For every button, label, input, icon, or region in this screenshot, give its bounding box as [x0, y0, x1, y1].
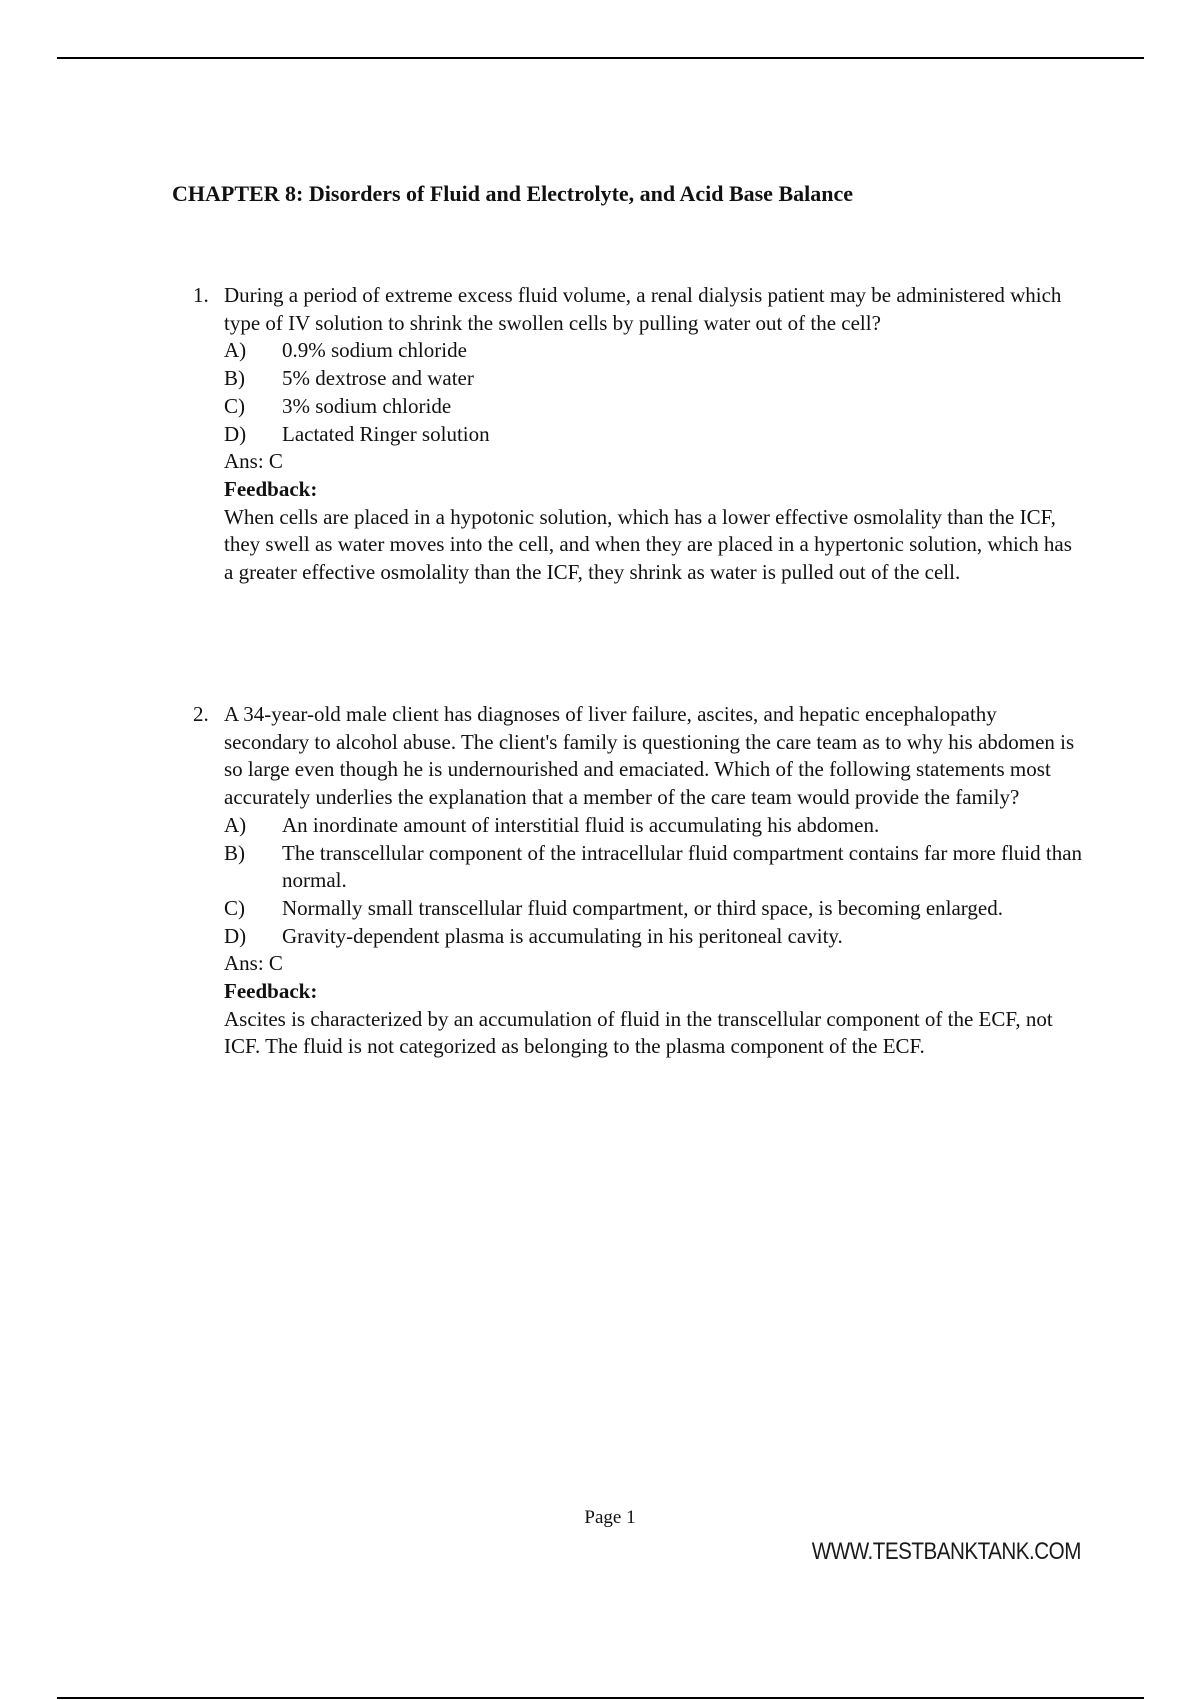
- option-c: [224, 393, 1083, 421]
- option-text: Lactated Ringer solution: [282, 421, 490, 446]
- feedback-text: Ascites is characterized by an accumulation of fluid in the transcellular component of the ECF, not ICF. The fluid is not categorized as belonging to the plasma component of the ECF.: [224, 1006, 1053, 1059]
- option-text: An inordinate amount of interstitial fluid is accumulating his abdomen.: [282, 812, 880, 837]
- option-letter: D): [224, 421, 247, 446]
- option-d: [224, 421, 1083, 449]
- question-2: [193, 701, 1083, 1061]
- option-b: [224, 840, 1083, 895]
- answer-options: [224, 337, 1083, 448]
- option-letter: C): [224, 393, 245, 418]
- feedback-label: Feedback:: [224, 979, 318, 1004]
- option-a: [224, 812, 1083, 840]
- option-letter: A): [224, 812, 247, 837]
- option-text: 0.9% sodium chloride: [282, 338, 467, 363]
- option-text: Normally small transcellular fluid compartment, or third space, is becoming enlarged.: [282, 895, 1003, 920]
- question-stem: [193, 701, 1083, 812]
- question-stem: [193, 282, 1083, 337]
- question-number: 1.: [193, 283, 209, 307]
- option-letter: C): [224, 895, 245, 920]
- option-letter: A): [224, 338, 247, 363]
- page-number: Page 1: [584, 1507, 636, 1528]
- answer-key: Ans: C: [224, 951, 283, 976]
- option-text: 5% dextrose and water: [282, 366, 474, 391]
- option-letter: B): [224, 840, 245, 865]
- option-c: [224, 895, 1083, 923]
- option-a: [224, 337, 1083, 365]
- question-number: 2.: [193, 702, 209, 726]
- question-text: A 34-year-old male client has diagnoses of liver failure, ascites, and hepatic encephalopathy secondary to alcohol abuse. The client's family is questioning the care team as to why his abdomen is so large even though he is undernourished and emaciated. Which of the following statements most accurately underlies the explanation that a member of the care team would provide the family?: [224, 702, 1075, 810]
- bottom-rule: [57, 1697, 1144, 1699]
- option-b: [224, 365, 1083, 393]
- option-text: Gravity-dependent plasma is accumulating in his peritoneal cavity.: [282, 923, 843, 948]
- option-text: The transcellular component of the intracellular fluid compartment contains far more fluid than normal.: [282, 840, 1083, 893]
- option-letter: D): [224, 923, 247, 948]
- question-text: During a period of extreme excess fluid volume, a renal dialysis patient may be administered which type of IV solution to shrink the swollen cells by pulling water out of the cell?: [224, 283, 1062, 335]
- question-1: [193, 282, 1083, 587]
- feedback-text: When cells are placed in a hypotonic solution, which has a lower effective osmolality than the ICF, they swell as water moves into the cell, and when they are placed in a hypertonic solution, which has a greater effective osmolality than the ICF, they shrink as water is pulled out of the cell.: [224, 504, 1072, 585]
- answer-key: Ans: C: [224, 449, 283, 474]
- watermark-url: WWW.TESTBANKTANK.COM: [811, 1538, 1081, 1565]
- option-text: 3% sodium chloride: [282, 393, 452, 418]
- option-d: [224, 923, 1083, 951]
- top-rule: [57, 57, 1144, 59]
- option-letter: B): [224, 366, 245, 391]
- feedback-label: Feedback:: [224, 476, 318, 501]
- chapter-title: CHAPTER 8: Disorders of Fluid and Electrolyte, and Acid Base Balance: [172, 181, 853, 206]
- answer-options: [224, 812, 1083, 951]
